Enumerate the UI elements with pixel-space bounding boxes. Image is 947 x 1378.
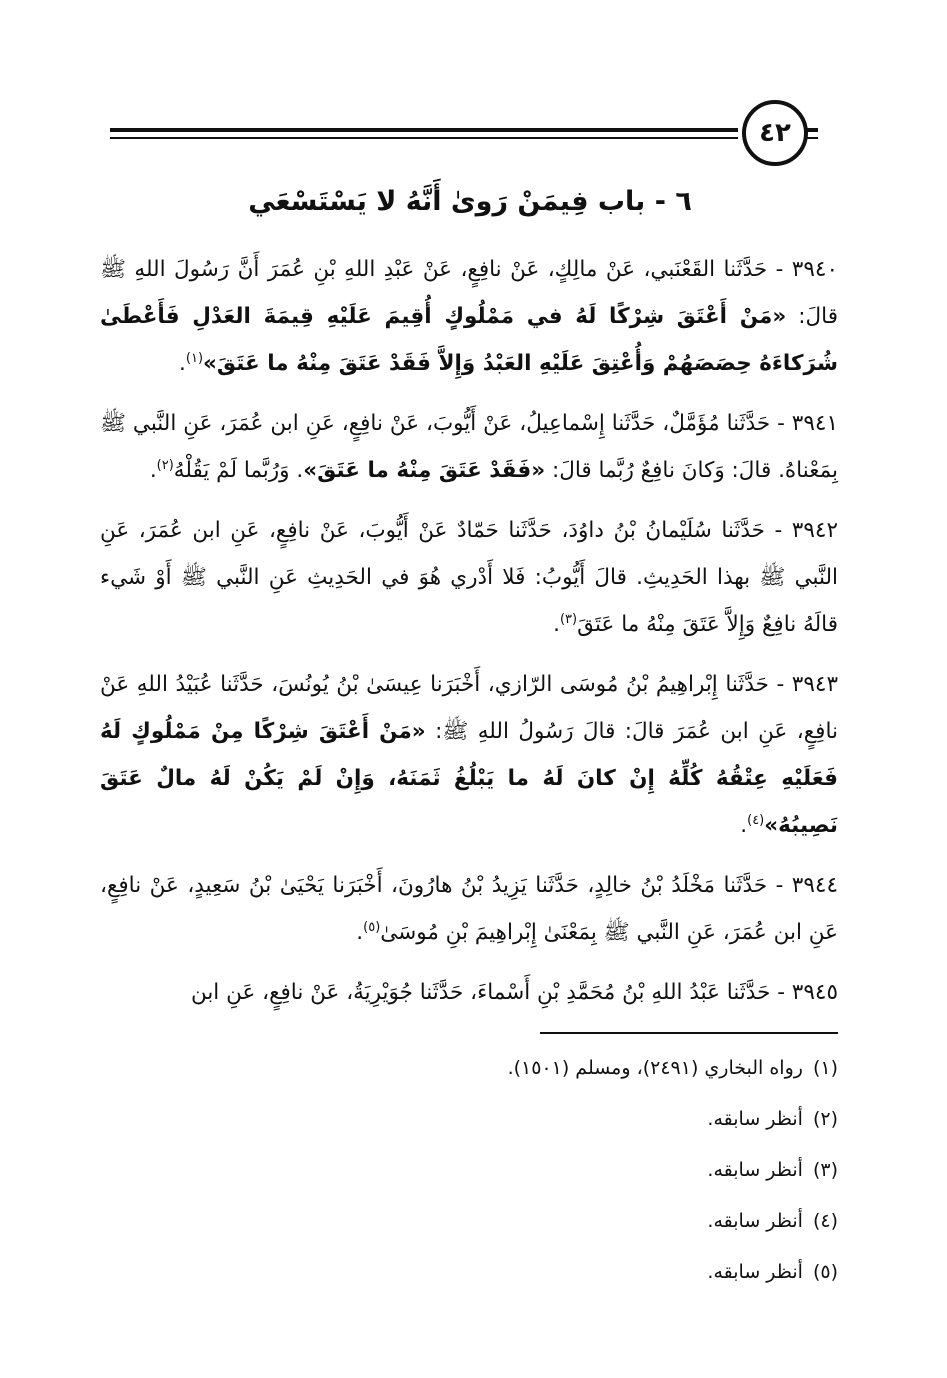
footnote-number: (٥) bbox=[812, 1261, 838, 1283]
hadith-body bbox=[100, 246, 838, 1029]
hadith-tail-text: . وَرُبَّما لَمْ يَقُلْهُ bbox=[173, 458, 304, 483]
hadith-3940 bbox=[100, 246, 838, 387]
footnote-number: (٣) bbox=[812, 1159, 838, 1181]
hadith-number: ٣٩٤٠ bbox=[791, 257, 838, 282]
hadith-quote: «مَنْ أَعْتَقَ شِرْكًا لَهُ في مَمْلُوكٍ أُقِيمَ عَلَيْهِ قِيمَةَ العَدْلِ فَأَعْطَىٰ شُرَكاءَهُ حِصَصَهُمْ وَأُعْتِقَ عَلَيْهِ العَبْدُ وَإِلاَّ فَقَدْ عَتَقَ مِنْهُ ما عَتَقَ» bbox=[100, 304, 838, 376]
hadith-text: - حَدَّثَنا مَخْلَدُ بْنُ خالِدٍ، حَدَّثَنا يَزِيدُ بْنُ هارُونَ، أَخْبَرَنا يَحْيَىٰ بْنُ سَعِيدٍ، عَنْ نافِعٍ، عَنِ ابن عُمَرَ، عَنِ النَّبي ﷺ بِمَعْنَىٰ إِبْراهِيمَ بْنِ مُوسَىٰ bbox=[100, 873, 838, 945]
hadith-number: ٣٩٤٢ bbox=[791, 518, 838, 543]
footnote-text: أنظر سابقه. bbox=[707, 1261, 803, 1283]
header-rule-tail-thick bbox=[804, 128, 818, 132]
footnote-text: رواه البخاري (٢٤٩١)، ومسلم (١٥٠١). bbox=[507, 1057, 803, 1079]
footnote-3 bbox=[100, 1145, 838, 1196]
hadith-tail: . bbox=[356, 920, 364, 945]
footnote-number: (١) bbox=[812, 1057, 838, 1079]
page-header bbox=[110, 100, 810, 170]
footnote-1 bbox=[100, 1043, 838, 1094]
footnote-ref: (٤) bbox=[747, 812, 765, 828]
hadith-number: ٣٩٤٥ bbox=[791, 980, 838, 1005]
footnote-ref: (٢) bbox=[156, 457, 174, 473]
hadith-text: - حَدَّثَنا عَبْدُ اللهِ بْنُ مُحَمَّدِ بْنِ أَسْماءَ، حَدَّثَنا جُوَيْرِيَةُ، عَنْ نافِعٍ، عَنِ ابن bbox=[190, 980, 792, 1005]
footnote-number: (٢) bbox=[812, 1108, 838, 1130]
hadith-tail: . bbox=[553, 612, 560, 637]
hadith-tail: . bbox=[740, 813, 748, 838]
hadith-3941 bbox=[100, 400, 838, 494]
hadith-tail: . bbox=[149, 458, 157, 483]
hadith-text: - حَدَّثَنا مُؤَمَّلٌ، حَدَّثَنا إِسْماعِيلُ، عَنْ أَيُّوبَ، عَنْ نافِعٍ، عَنِ ابن عُمَرَ، عَنِ النَّبي ﷺ بِمَعْناهُ. قالَ: وَكانَ نافِعٌ رُبَّما قالَ: bbox=[100, 411, 838, 483]
hadith-number: ٣٩٤٤ bbox=[791, 873, 838, 898]
hadith-quote: «مَنْ أَعْتَقَ شِرْكًا مِنْ مَمْلُوكٍ لَهُ فَعَلَيْهِ عِتْقُهُ كُلِّهُ إِنْ كانَ لَهُ ما يَبْلُغُ ثَمَنَهُ، وَإِنْ لَمْ يَكُنْ لَهُ مالٌ عَتَقَ نَصِيبُهُ» bbox=[100, 719, 838, 838]
chapter-title: ٦ - باب فِيمَنْ رَوىٰ أَنَّهُ لا يَسْتَسْعَي bbox=[248, 186, 692, 217]
footnote-number: (٤) bbox=[812, 1210, 838, 1232]
header-rule-thick bbox=[110, 128, 738, 132]
footnote-ref: (١) bbox=[185, 350, 204, 366]
hadith-tail: . bbox=[179, 351, 186, 376]
hadith-number: ٣٩٤٣ bbox=[791, 672, 838, 697]
hadith-text: - حَدَّثَنا سُلَيْمانُ بْنُ داوُدَ، حَدَّثَنا حَمّادٌ عَنْ أَيُّوبَ، عَنْ نافِعٍ، عَنِ ابن عُمَرَ، عَنِ النَّبي ﷺ بهذا الحَدِيثِ. قالَ أَيُّوبُ: فَلا أَدْري هُوَ في الحَدِيثِ عَنِ النَّبي ﷺ أَوْ شَيء قالَهُ نافِعٌ وَإِلاَّ عَتَقَ مِنْهُ ما عَتَقَ bbox=[100, 518, 838, 637]
footnote-text: أنظر سابقه. bbox=[707, 1108, 803, 1130]
hadith-text: - حَدَّثَنا القَعْنَبي، عَنْ مالِكٍ، عَنْ نافِعٍ، عَنْ عَبْدِ اللهِ بْنِ عُمَرَ أَنَّ رَسُولَ اللهِ ﷺ قالَ: bbox=[100, 257, 839, 329]
footnote-2 bbox=[100, 1094, 838, 1145]
hadith-number: ٣٩٤١ bbox=[791, 411, 838, 436]
footnote-text: أنظر سابقه. bbox=[707, 1210, 803, 1232]
page-number: ٤٢ bbox=[759, 118, 791, 148]
footnote-5 bbox=[100, 1247, 838, 1298]
footnote-4 bbox=[100, 1196, 838, 1247]
hadith-quote: «فَقَدْ عَتَقَ مِنْهُ ما عَتَقَ» bbox=[303, 458, 546, 483]
header-rule-thin bbox=[110, 137, 738, 139]
footnote-ref: (٥) bbox=[363, 919, 381, 935]
page-number-medallion bbox=[742, 100, 808, 166]
hadith-3944 bbox=[100, 862, 838, 956]
hadith-3945 bbox=[100, 969, 838, 1016]
footnote-separator bbox=[540, 1032, 838, 1034]
header-rule-tail-thin bbox=[804, 137, 818, 139]
footnote-text: أنظر سابقه. bbox=[707, 1159, 803, 1181]
footnotes bbox=[100, 1043, 838, 1298]
hadith-3942 bbox=[100, 507, 838, 648]
hadith-3943 bbox=[100, 661, 838, 849]
footnote-ref: (٣) bbox=[559, 611, 578, 627]
hadith-text: - حَدَّثَنا إِبْراهِيمُ بْنُ مُوسَى الرّازي، أَخْبَرَنا عِيسَىٰ بْنُ يُونُسَ، حَدَّثَنا عُبَيْدُ اللهِ عَنْ نافِعٍ، عَنِ ابن عُمَرَ قالَ: قالَ رَسُولُ اللهِ ﷺ: bbox=[100, 672, 838, 744]
